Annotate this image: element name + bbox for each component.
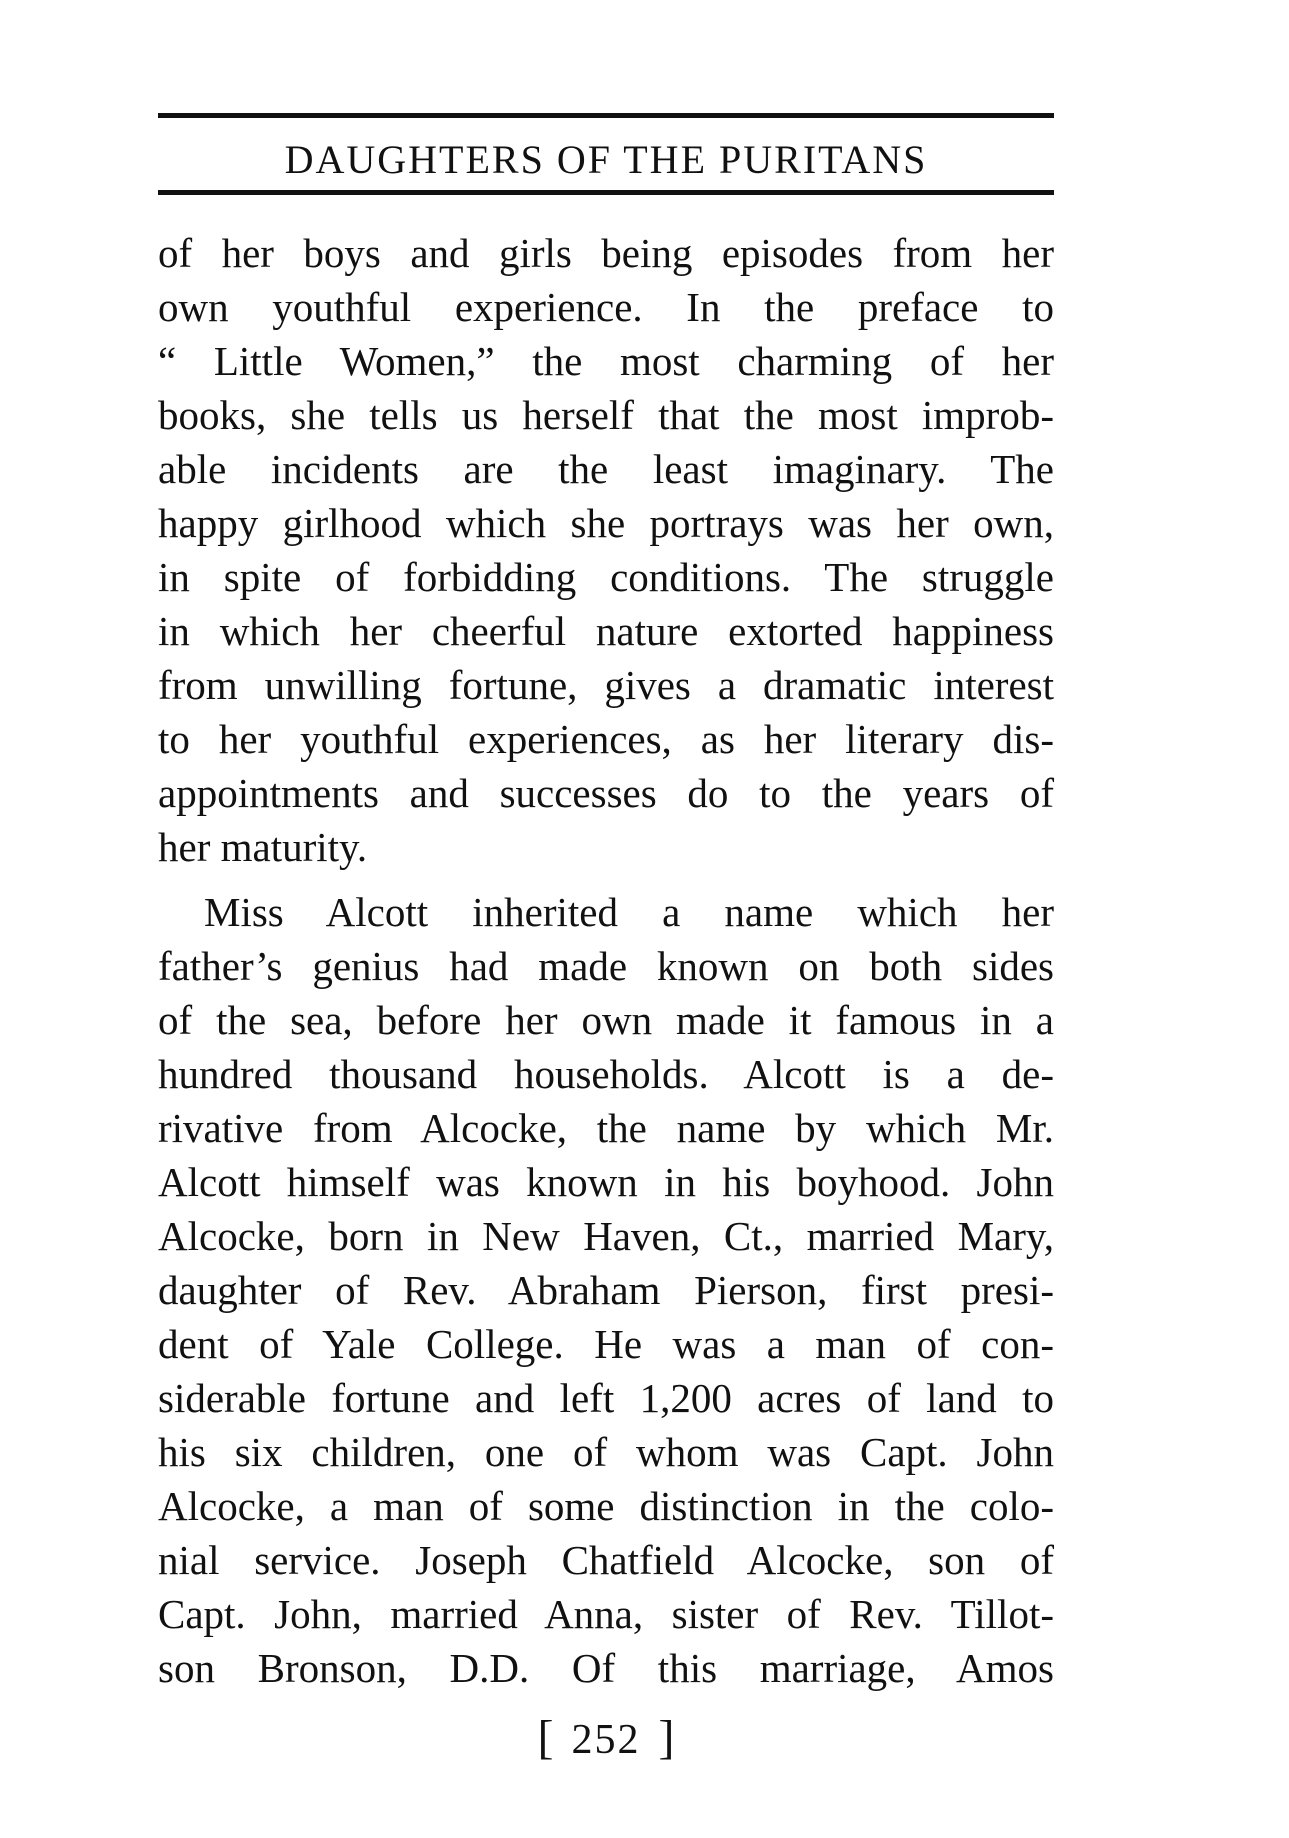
page-number [158,1713,1054,1765]
text-line: books, she tells us herself that the most improb- [158,392,1054,438]
text-line: able incidents are the least imaginary. The [158,446,1054,492]
text-line: father’s genius had made known on both sides [158,943,1054,989]
text-line: his six children, one of whom was Capt. John [158,1429,1054,1475]
text-line: happy girlhood which she portrays was her own, [158,500,1054,546]
text-line: rivative from Alcocke, the name by which Mr. [158,1105,1054,1151]
text-line: siderable fortune and left 1,200 acres of land to [158,1375,1054,1421]
text-line: daughter of Rev. Abraham Pierson, first presi- [158,1267,1054,1313]
folio-number: 252 [571,1717,641,1763]
folio-open-bracket: [ [537,1711,554,1764]
text-line: appointments and successes do to the years of [158,770,1054,816]
text-line: nial service. Joseph Chatfield Alcocke, son of [158,1537,1054,1583]
text-line: Alcocke, a man of some distinction in the colo- [158,1483,1054,1529]
text-line: from unwilling fortune, gives a dramatic interest [158,662,1054,708]
folio-close-bracket: ] [658,1711,675,1764]
paragraph-1 [158,226,1054,874]
text-line: Miss Alcott inherited a name which her [204,889,1054,935]
body-text [158,226,1054,1695]
paragraph-2 [158,885,1054,1695]
text-line: dent of Yale College. He was a man of con- [158,1321,1054,1367]
header-rule-top [158,113,1054,118]
text-line: Capt. John, married Anna, sister of Rev. Tillot- [158,1591,1054,1637]
header-rule-bottom [158,190,1054,195]
text-line: of the sea, before her own made it famous in a [158,997,1054,1043]
text-line: “ Little Women,” the most charming of her [158,338,1054,384]
text-line: son Bronson, D.D. Of this marriage, Amos [158,1645,1054,1691]
text-line: Alcocke, born in New Haven, Ct., married Mary, [158,1213,1054,1259]
text-line: in which her cheerful nature extorted happiness [158,608,1054,654]
text-line: her maturity. [158,824,368,870]
text-line: own youthful experience. In the preface to [158,284,1054,330]
text-line: in spite of forbidding conditions. The struggle [158,554,1054,600]
text-line: hundred thousand households. Alcott is a de- [158,1051,1054,1097]
text-line: Alcott himself was known in his boyhood. John [158,1159,1054,1205]
text-line: of her boys and girls being episodes from her [158,230,1054,276]
running-head: DAUGHTERS OF THE PURITANS [284,137,928,182]
text-line: to her youthful experiences, as her literary dis- [158,716,1054,762]
